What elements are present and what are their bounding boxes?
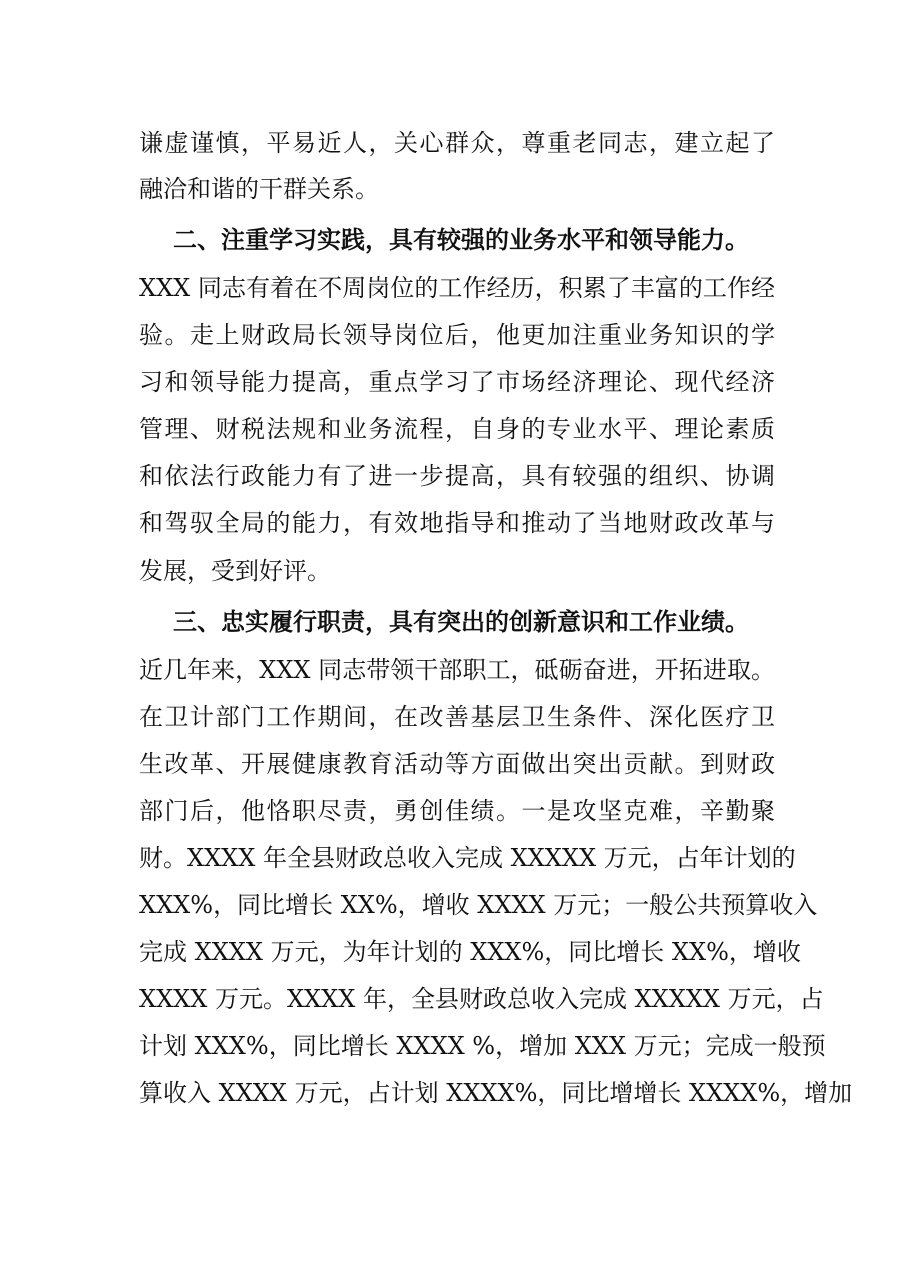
paragraph-line: 财。XXXX 年全县财政总收入完成 XXXXX 万元，占年计划的: [139, 844, 796, 872]
paragraph-line: 发展，受到好评。: [139, 557, 331, 585]
paragraph-line: 谦虚谨慎，平易近人，关心群众，尊重老同志，建立起了: [139, 129, 775, 157]
paragraph-line: 验。走上财政局长领导岗位后，他更加注重业务知识的学: [139, 321, 775, 349]
section-heading-2: 二、注重学习实践，具有较强的业务水平和领导能力。: [173, 226, 749, 254]
paragraph-line: 近几年来，XXX 同志带领干部职工，砥砺奋进，开拓进取。: [139, 656, 775, 684]
paragraph-line: 生改革、开展健康教育活动等方面做出突出贡献。到财政: [139, 750, 775, 778]
paragraph-line: XXXX 万元。XXXX 年，全县财政总收入完成 XXXXX 万元，占: [139, 985, 824, 1013]
paragraph-line: XXX%，同比增长 XX%，增收 XXXX 万元；一般公共预算收入: [139, 891, 818, 919]
paragraph-line: 和依法行政能力有了进一步提高，具有较强的组织、协调: [139, 462, 775, 490]
paragraph-line: 部门后，他恪职尽责，勇创佳绩。一是攻坚克难，辛勤聚: [139, 797, 775, 825]
paragraph-line: 完成 XXXX 万元，为年计划的 XXX%，同比增长 XX%，增收: [139, 938, 801, 966]
paragraph-line: 算收入 XXXX 万元，占计划 XXXX%，同比增增长 XXXX%，增加: [139, 1079, 853, 1107]
paragraph-line: 管理、财税法规和业务流程，自身的专业水平、理论素质: [139, 415, 775, 443]
paragraph-line: 在卫计部门工作期间，在改善基层卫生条件、深化医疗卫: [139, 703, 775, 731]
paragraph-line: XXX 同志有着在不周岗位的工作经历，积累了丰富的工作经: [139, 274, 775, 302]
paragraph-line: 习和领导能力提高，重点学习了市场经济理论、现代经济: [139, 368, 775, 396]
paragraph-line: 计划 XXX%，同比增长 XXXX %，增加 XXX 万元；完成一般预: [139, 1032, 826, 1060]
paragraph-line: 和驾驭全局的能力，有效地指导和推动了当地财政改革与: [139, 509, 775, 537]
section-heading-3: 三、忠实履行职责，具有突出的创新意识和工作业绩。: [173, 608, 749, 636]
paragraph-line: 融洽和谐的干群关系。: [139, 175, 379, 203]
